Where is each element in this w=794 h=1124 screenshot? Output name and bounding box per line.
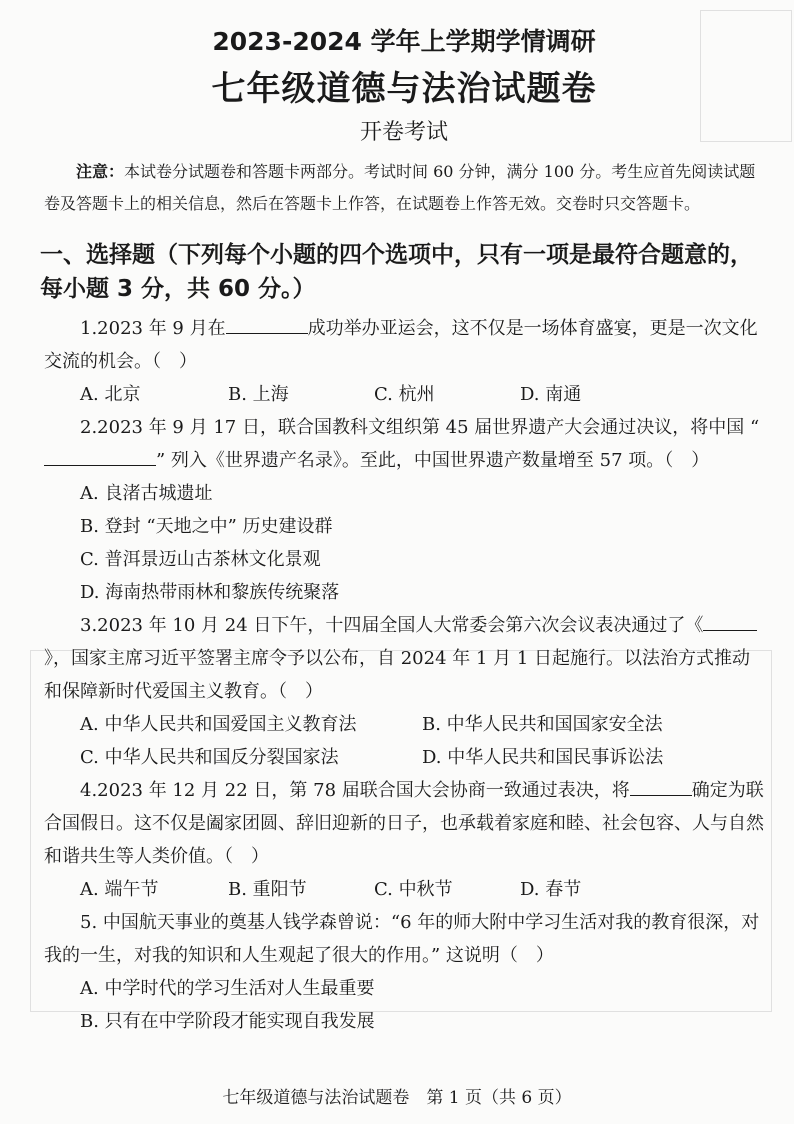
option-row bbox=[44, 378, 764, 411]
option-a: A. 中学时代的学习生活对人生最重要 bbox=[80, 978, 375, 999]
option-d: D. 中华人民共和国民事诉讼法 bbox=[422, 747, 664, 768]
option-c: C. 杭州 bbox=[374, 384, 435, 405]
option-row bbox=[44, 741, 764, 774]
option-a: A. 良渚古城遗址 bbox=[80, 483, 213, 504]
option-a: A. 端午节 bbox=[80, 879, 159, 900]
option-c: C. 普洱景迈山古茶林文化景观 bbox=[80, 549, 321, 570]
exam-year-title: 2023-2024 学年上学期学情调研 bbox=[212, 27, 596, 56]
answer-blank bbox=[226, 313, 308, 334]
option-b: B. 上海 bbox=[228, 384, 289, 405]
question-stem: 2.2023 年 9 月 17 日，联合国教科文组织第 45 届世界遗产大会通过决议，将中国 “” 列入《世界遗产名录》。至此，中国世界遗产数量增至 57 项。（ ） bbox=[44, 411, 764, 477]
notice-label: 注意： bbox=[76, 162, 125, 181]
option-row bbox=[44, 873, 764, 906]
option-d: D. 南通 bbox=[520, 384, 582, 405]
option-a: A. 北京 bbox=[80, 384, 141, 405]
question-1 bbox=[44, 312, 764, 411]
section-heading-choice: 一、选择题（下列每个小题的四个选项中，只有一项是最符合题意的，每小题 3 分，共 60 分。） bbox=[40, 242, 753, 302]
question-3 bbox=[44, 609, 764, 774]
question-4 bbox=[44, 774, 764, 906]
answer-blank bbox=[703, 610, 757, 631]
exam-subtitle: 开卷考试 bbox=[359, 120, 448, 145]
option-c: C. 中秋节 bbox=[374, 879, 453, 900]
question-stem: 4.2023 年 12 月 22 日，第 78 届联合国大会协商一致通过表决，将 确定为联合国假日。这不仅是阖家团圆、辞旧迎新的日子，也承载着家庭和睦、社会包容、人与自然和谐共生等人类价值。（ ） bbox=[44, 774, 764, 873]
question-2 bbox=[44, 411, 764, 609]
option-b: B. 重阳节 bbox=[228, 879, 307, 900]
exam-main-title: 七年级道德与法治试题卷 bbox=[211, 69, 597, 109]
question-5 bbox=[44, 906, 764, 1038]
page-footer: 七年级道德与法治试题卷 第 1 页（共 6 页） bbox=[222, 1088, 572, 1108]
exam-notice bbox=[44, 156, 764, 220]
option-b: B. 登封 “天地之中” 历史建设群 bbox=[80, 516, 333, 537]
option-d: D. 海南热带雨林和黎族传统聚落 bbox=[80, 582, 340, 603]
option-b: B. 只有在中学阶段才能实现自我发展 bbox=[80, 1011, 375, 1032]
question-stem: 3.2023 年 10 月 24 日下午，十四届全国人大常委会第六次会议表决通过了《》，国家主席习近平签署主席令予以公布，自 2024 年 1 月 1 日起施行。以法治方式推动和保障新时代爱国主义教育。（ ） bbox=[44, 609, 764, 708]
notice-text: 本试卷分试题卷和答题卡两部分。考试时间 60 分钟，满分 100 分。考生应首先阅读试题卷及答题卡上的相关信息，然后在答题卡上作答，在试题卷上作答无效。交卷时只交答题卡。 bbox=[44, 162, 756, 213]
exam-content bbox=[40, 22, 764, 1038]
option-d: D. 春节 bbox=[520, 879, 582, 900]
question-stem: 1.2023 年 9 月在 成功举办亚运会，这不仅是一场体育盛宴，更是一次文化交流的机会。（ ） bbox=[44, 312, 764, 378]
option-a: A. 中华人民共和国爱国主义教育法 bbox=[80, 714, 357, 735]
option-row bbox=[44, 708, 764, 741]
answer-blank bbox=[44, 445, 156, 466]
answer-blank bbox=[630, 775, 692, 796]
option-b: B. 中华人民共和国国家安全法 bbox=[422, 714, 663, 735]
question-stem: 5. 中国航天事业的奠基人钱学森曾说：“6 年的师大附中学习生活对我的教育很深，对我的一生，对我的知识和人生观起了很大的作用。” 这说明（ ） bbox=[44, 912, 760, 966]
option-c: C. 中华人民共和国反分裂国家法 bbox=[80, 747, 339, 768]
